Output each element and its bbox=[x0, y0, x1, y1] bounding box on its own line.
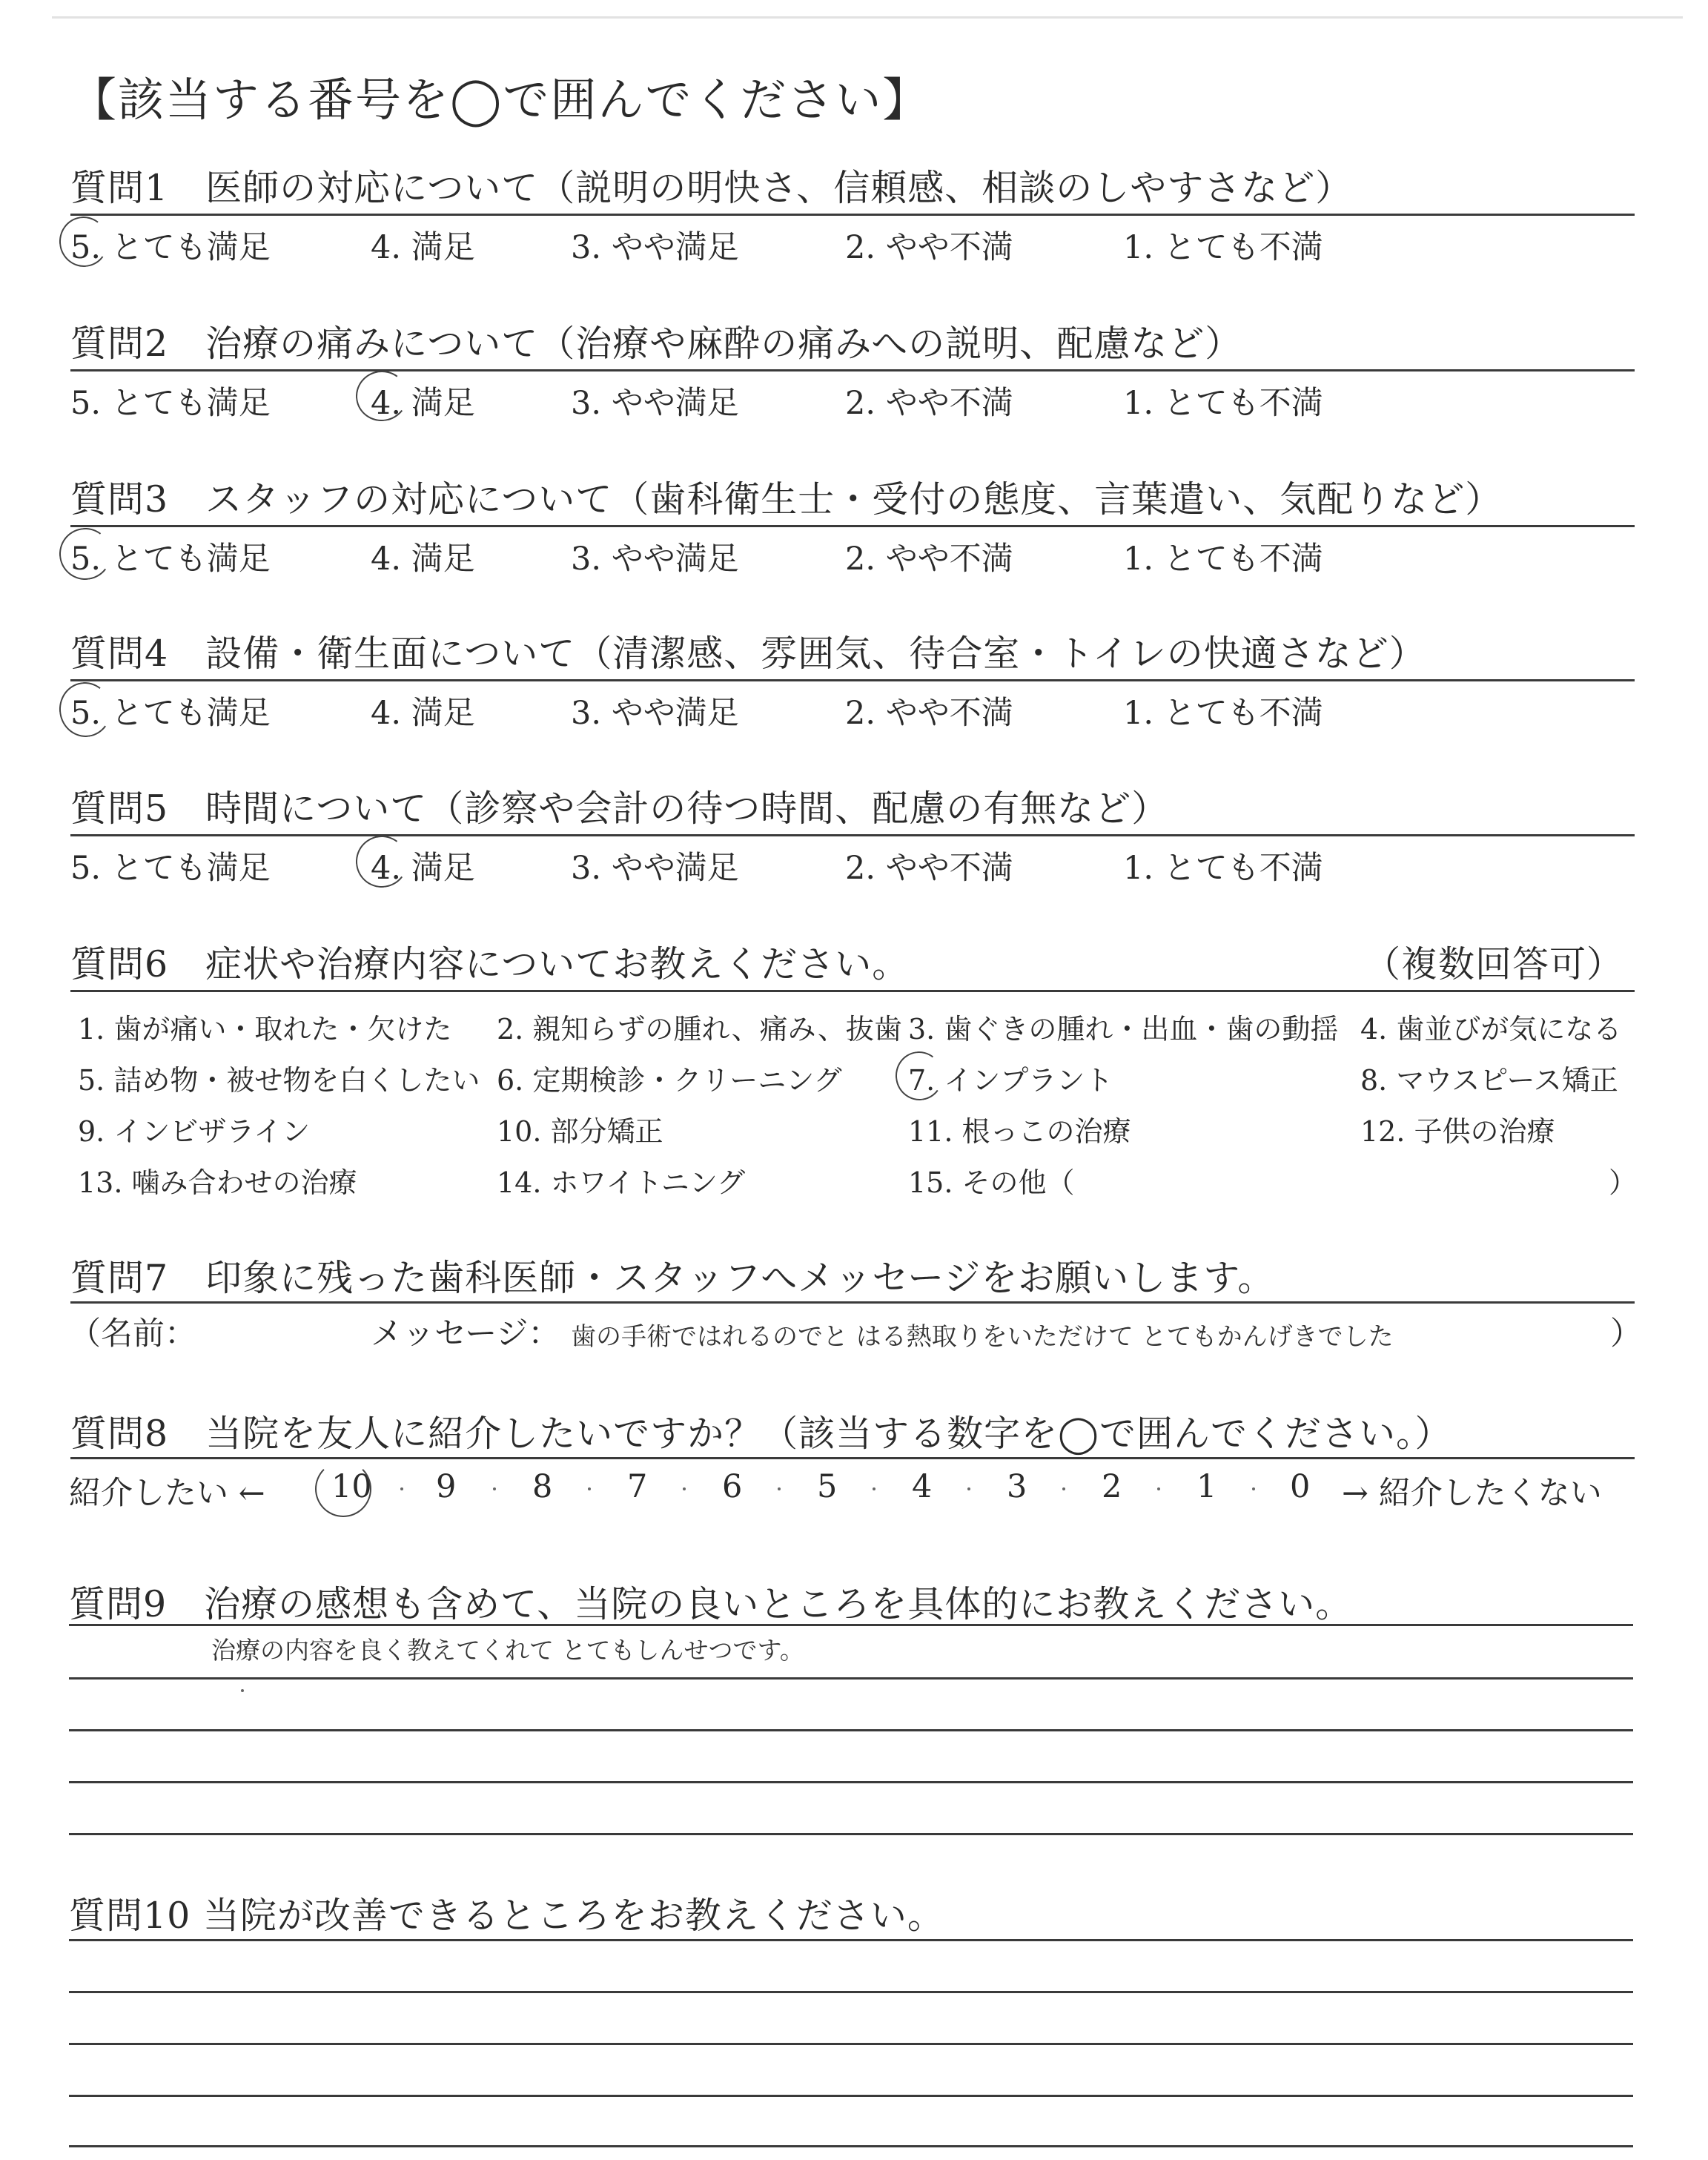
q8-dot bbox=[493, 1487, 496, 1490]
q6-item-6[interactable]: 6. 定期検診・クリーニング bbox=[497, 1064, 842, 1097]
q6-item-15[interactable]: 15. その他（ bbox=[908, 1166, 1075, 1199]
q5-option-3[interactable]: 3. やや満足 bbox=[571, 850, 739, 887]
q6-item-8[interactable]: 8. マウスピース矯正 bbox=[1360, 1064, 1618, 1097]
q3-option-1[interactable]: 1. とても不満 bbox=[1123, 541, 1323, 578]
q10-writing-line-5 bbox=[69, 2145, 1633, 2147]
q4-option-4[interactable]: 4. 満足 bbox=[371, 695, 475, 732]
q3-rule bbox=[70, 525, 1635, 527]
q10-writing-line-2 bbox=[69, 1991, 1633, 1993]
q6-item-4[interactable]: 4. 歯並びが気になる bbox=[1360, 1013, 1622, 1046]
q8-scale-3[interactable]: 3 bbox=[1007, 1468, 1027, 1505]
q2-option-2[interactable]: 2. やや不満 bbox=[845, 385, 1013, 422]
q5-option-4[interactable]: 4. 満足 bbox=[371, 850, 475, 887]
q8-dot bbox=[1157, 1487, 1160, 1490]
q7-rule bbox=[70, 1301, 1635, 1304]
q5-option-1[interactable]: 1. とても不満 bbox=[1123, 850, 1323, 887]
q1-option-3[interactable]: 3. やや満足 bbox=[571, 229, 739, 266]
instruction-heading: 【該当する番号を◯で囲んでください】 bbox=[70, 73, 930, 127]
q2-option-1[interactable]: 1. とても不満 bbox=[1123, 385, 1323, 422]
q3-title: 質問3 スタッフの対応について（歯科衛生士・受付の態度、言葉遣い、気配りなど） bbox=[70, 478, 1503, 521]
q5-option-2[interactable]: 2. やや不満 bbox=[845, 850, 1013, 887]
q3-option-3[interactable]: 3. やや満足 bbox=[571, 541, 739, 578]
q6-item-15-close: ） bbox=[1609, 1166, 1638, 1199]
q10-writing-line-3 bbox=[69, 2043, 1633, 2045]
q9-handwritten-answer: 治療の内容を良く教えてくれて とてもしんせつです。 bbox=[211, 1636, 804, 1665]
q8-rule bbox=[70, 1457, 1635, 1459]
q8-scale-1[interactable]: 1 bbox=[1196, 1468, 1217, 1505]
q9-writing-line-4 bbox=[69, 1781, 1633, 1783]
q6-item-9[interactable]: 9. インビザライン bbox=[78, 1115, 311, 1148]
q9-writing-line-2 bbox=[69, 1677, 1633, 1680]
q8-dot bbox=[967, 1487, 970, 1490]
q8-scale-0[interactable]: 0 bbox=[1290, 1468, 1311, 1505]
q8-dot bbox=[1252, 1487, 1255, 1490]
q10-title: 質問10 当院が改善できるところをお教えください。 bbox=[69, 1895, 944, 1937]
q8-scale-2[interactable]: 2 bbox=[1102, 1468, 1122, 1505]
q2-option-4[interactable]: 4. 満足 bbox=[371, 385, 475, 422]
q9-title: 質問9 治療の感想も含めて、当院の良いところを具体的にお教えください。 bbox=[69, 1583, 1353, 1625]
q7-message-label: メッセージ： bbox=[371, 1315, 560, 1353]
q6-item-3[interactable]: 3. 歯ぐきの腫れ・出血・歯の動揺 bbox=[908, 1013, 1339, 1046]
q4-rule bbox=[70, 679, 1635, 681]
q7-handwritten-message: 歯の手術ではれるのでと はる熱取りをいただけて とてもかんげきでした bbox=[571, 1322, 1394, 1352]
q6-item-1[interactable]: 1. 歯が痛い・取れた・欠けた bbox=[78, 1013, 452, 1046]
q8-dot bbox=[873, 1487, 875, 1490]
q1-option-5[interactable]: 5. とても満足 bbox=[70, 229, 271, 266]
q9-writing-line-3 bbox=[69, 1729, 1633, 1731]
q6-rule bbox=[70, 990, 1635, 992]
q1-rule bbox=[70, 214, 1635, 216]
q9-writing-line-5 bbox=[69, 1833, 1633, 1835]
q6-item-14[interactable]: 14. ホワイトニング bbox=[497, 1166, 746, 1199]
q1-option-1[interactable]: 1. とても不満 bbox=[1123, 229, 1323, 266]
q1-option-2[interactable]: 2. やや不満 bbox=[845, 229, 1013, 266]
q8-dot bbox=[400, 1487, 403, 1490]
q8-scale-10[interactable]: 10 bbox=[331, 1468, 372, 1505]
q4-option-2[interactable]: 2. やや不満 bbox=[845, 695, 1013, 732]
q5-option-5[interactable]: 5. とても満足 bbox=[70, 850, 271, 887]
q7-name-label: （名前： bbox=[69, 1315, 196, 1353]
q10-writing-line-4 bbox=[69, 2095, 1633, 2097]
q6-title: 質問6 症状や治療内容についてお教えください。 bbox=[70, 943, 910, 985]
q8-dot bbox=[1062, 1487, 1065, 1490]
q8-scale-4[interactable]: 4 bbox=[912, 1468, 933, 1505]
q1-option-4[interactable]: 4. 満足 bbox=[371, 229, 475, 266]
q3-option-4[interactable]: 4. 満足 bbox=[371, 541, 475, 578]
q4-option-1[interactable]: 1. とても不満 bbox=[1123, 695, 1323, 732]
q3-option-5[interactable]: 5. とても満足 bbox=[70, 541, 271, 578]
q2-option-3[interactable]: 3. やや満足 bbox=[571, 385, 739, 422]
q4-option-3[interactable]: 3. やや満足 bbox=[571, 695, 739, 732]
q6-item-13[interactable]: 13. 噛み合わせの治療 bbox=[78, 1166, 357, 1199]
q6-item-5[interactable]: 5. 詰め物・被せ物を白くしたい bbox=[78, 1064, 480, 1097]
q10-writing-line-1 bbox=[69, 1939, 1633, 1941]
q8-scale-9[interactable]: 9 bbox=[436, 1468, 457, 1505]
q3-option-2[interactable]: 2. やや不満 bbox=[845, 541, 1013, 578]
q8-dot bbox=[778, 1487, 781, 1490]
q5-rule bbox=[70, 834, 1635, 836]
q6-multiple-note: （複数回答可） bbox=[1364, 943, 1624, 985]
q6-item-12[interactable]: 12. 子供の治療 bbox=[1360, 1115, 1555, 1148]
q8-scale-7[interactable]: 7 bbox=[627, 1468, 648, 1505]
q7-title: 質問7 印象に残った歯科医師・スタッフへメッセージをお願いします。 bbox=[70, 1257, 1275, 1299]
q1-title: 質問1 医師の対応について（説明の明快さ、信頼感、相談のしやすさなど） bbox=[70, 167, 1353, 209]
q4-option-5[interactable]: 5. とても満足 bbox=[70, 695, 271, 732]
q8-title: 質問8 当院を友人に紹介したいですか？（該当する数字を◯で囲んでください。） bbox=[70, 1413, 1452, 1455]
q6-item-7[interactable]: 7. インプラント bbox=[908, 1064, 1113, 1097]
top-edge-line bbox=[52, 16, 1683, 19]
q9-writing-line-1 bbox=[69, 1624, 1633, 1626]
q8-dot bbox=[588, 1487, 591, 1490]
q8-scale-5[interactable]: 5 bbox=[817, 1468, 838, 1505]
q2-rule bbox=[70, 369, 1635, 371]
q6-item-11[interactable]: 11. 根っこの治療 bbox=[908, 1115, 1131, 1148]
q8-left-label: 紹介したい ← bbox=[69, 1475, 265, 1512]
q5-title: 質問5 時間について（診察や会計の待つ時間、配慮の有無など） bbox=[70, 787, 1169, 830]
q8-answer-circle bbox=[315, 1461, 371, 1517]
q2-title: 質問2 治療の痛みについて（治療や麻酔の痛みへの説明、配慮など） bbox=[70, 323, 1242, 365]
q4-title: 質問4 設備・衛生面について（清潔感、雰囲気、待合室・トイレの快適さなど） bbox=[70, 633, 1426, 675]
q6-item-2[interactable]: 2. 親知らずの腫れ、痛み、抜歯 bbox=[497, 1013, 902, 1046]
q2-option-5[interactable]: 5. とても満足 bbox=[70, 385, 271, 422]
q8-right-label: → 紹介したくない bbox=[1342, 1475, 1602, 1512]
q6-item-10[interactable]: 10. 部分矯正 bbox=[497, 1115, 663, 1148]
q7-close-paren: ） bbox=[1610, 1315, 1642, 1353]
pen-mark bbox=[241, 1689, 244, 1692]
q8-scale-6[interactable]: 6 bbox=[722, 1468, 743, 1505]
q8-dot bbox=[683, 1487, 686, 1490]
q8-scale-8[interactable]: 8 bbox=[532, 1468, 553, 1505]
